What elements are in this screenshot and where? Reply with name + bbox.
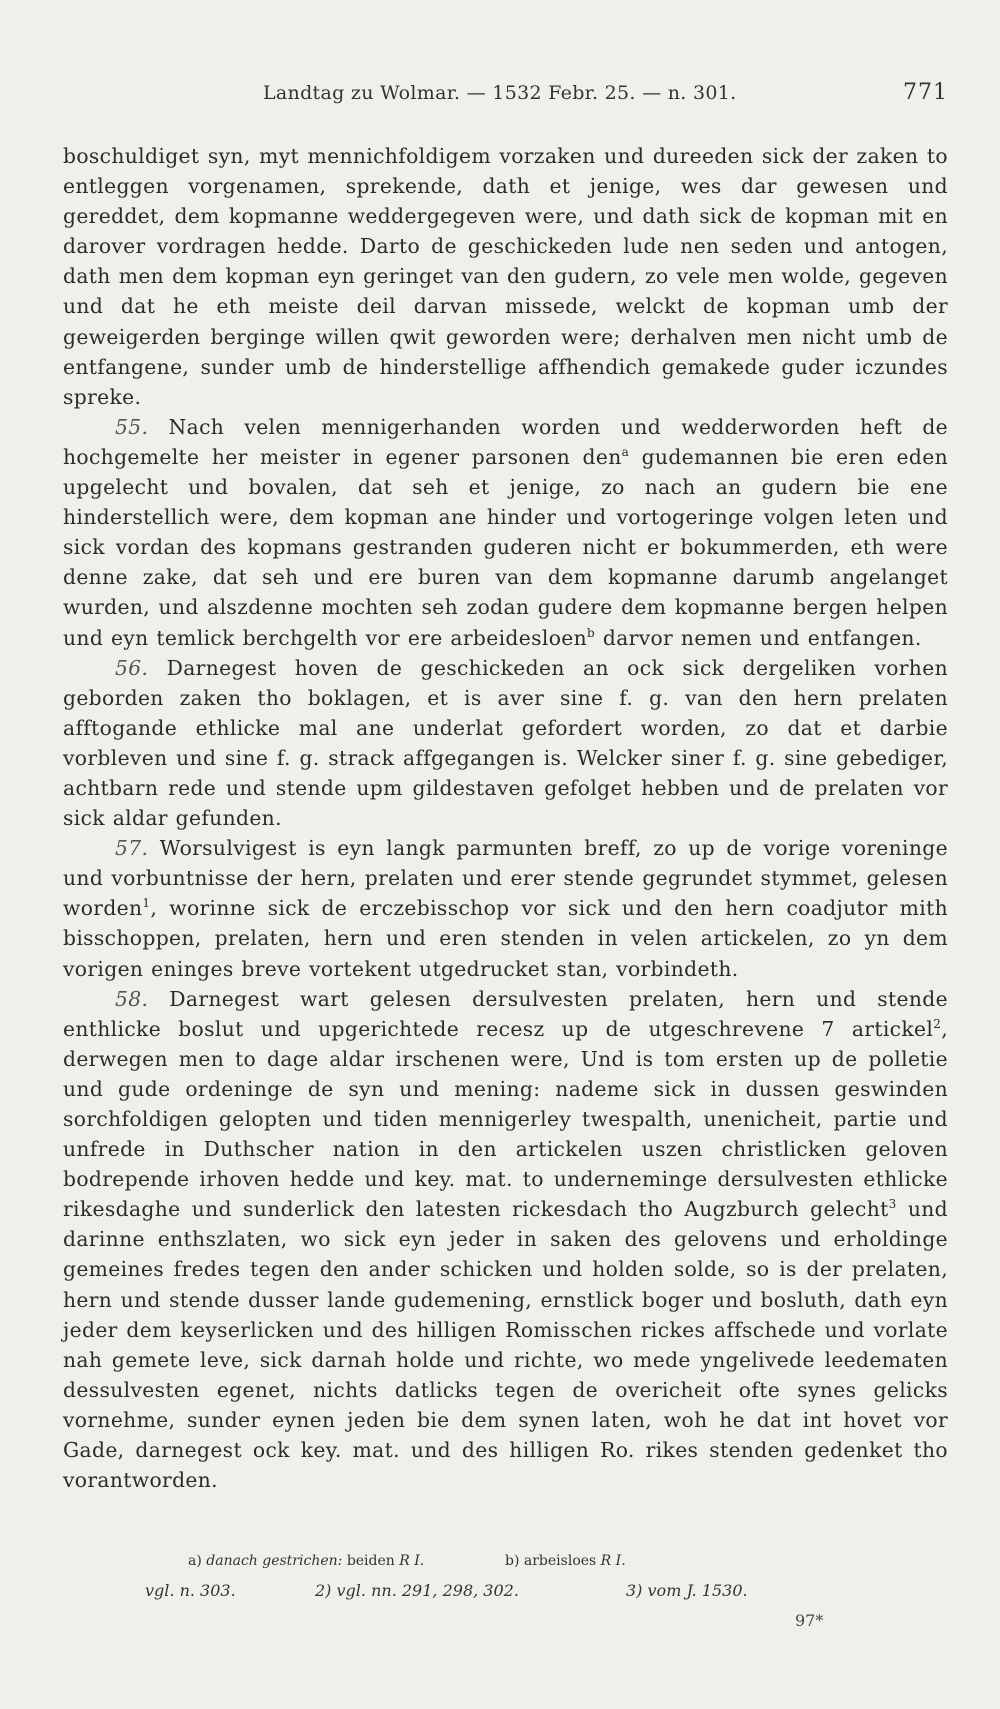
page-header [63,80,948,112]
paragraph-58: 58. Darnegest wart gelesen dersulvesten prelaten, hern und stende enthlicke boslut und upgerichtede recesz up de utgeschrevene 7 artickel$^2$, derwegen men to dage aldar irschenen were, Und is tom ersten up de polletie und gude ordeninge de syn und mening: nademe sick in dussen geswinden sorchfoldigen gelopten und tiden mennigerley twespalth, unenicheit, partie und unfrede in Duthscher nation in den artickelen uszen christlicken geloven bodrepende irhoven hedde und key. mat. to underneminge dersulvesten ethlicke rikesdaghe und sunderlick den latesten rickesdach tho Augzburch gelecht$^3$ und darinne enthszlaten, wo sick eyn jeder in saken des gelovens und erholdinge gemeines fredes tegen den ander schicken und holden solde, so is der prelaten, hern und stende dusser lande gudemening, ernstlick boger und bosluth, dath eyn jeder dem keyserlicken und des hilligen Romisschen rickes affschede und vorlate nah gemete leve, sick darnah holde und richte, wo mede yngelivede leedematen dessulvesten egenet, nichts datlicks tegen de overicheit ofte synes gelicks vornehme, sunder eynen jeden bie dem synen laten, woh he dat int hovet vor Gade, darnegest ock key. mat. und des hilligen Ro. rikes stenden gedenket tho vorantworden. [63,986,948,1493]
footnotes [63,1553,948,1613]
content-notes [63,1581,948,1613]
paragraph-56: 56. Darnegest hoven de geschickeden an ock sick dergeliken vorhen geborden zaken tho boklagen, et is aver sine f. g. van den hern prelaten afftogande ethlicke mal ane underlat gefordert worden, zo dat et darbie vorbleven und sine f. g. strack affgegangen is. Welcker siner f. g. sine gebediger, achtbarn rede und stende upm gildestaven gefolget hebben und de prelaten vor sick aldar gefunden. [63,655,948,831]
footnote-b: b) arbeisloes R I. [505,1553,626,1569]
paragraph-55: 55. Nach velen mennigerhanden worden und wedderworden heft de hochgemelte her meister in egener parsonen den$^a$ gudemannen bie eren eden upgelecht und bovalen, dat seh et jenige, zo nach an gudern bie ene hinderstellich were, dem kopman ane hinder und vortogeringe volgen leten und sick vordan des kopmans gestranden guderen nicht er bokummerden, eth were denne zake, dat seh und ere buren van dem kopmanne darumb angelanget wurden, und alszdenne mochten seh zodan gudere dem kopmanne bergen helpen und eyn temlick berchgelth vor ere arbeidesloen$^b$ darvor nemen und entfangen. [63,414,948,650]
footnote-marker-b: b [587,625,596,640]
footnote-1: vgl. n. 303. [145,1581,236,1600]
paragraph-57: 57. Worsulvigest is eyn langk parmunten breff, zo up de vorige voreninge und vorbuntnisse der hern, prelaten und erer stende gegrundet stymmet, gelesen worden$^1$, worinne sick de erczebisschop vor sick und den hern coadjutor mith bisschoppen, prelaten, hern und eren stenden in velen artickelen, zo yn dem vorigen eninges breve vortekent utgedrucket stan, vorbindeth. [63,836,948,981]
paragraph-continued: boschuldiget syn, myt mennichfoldigem vorzaken und dureeden sick der zaken to entleggen vorgenamen, sprekende, dath et jenige, wes dar gewesen und gereddet, dem kopmanne weddergegeven were, und dath sick de kopman mit en darover vordragen hedde. Darto de geschickeden lude nen seden und antogen, dath men dem kopman eyn geringet van den gudern, zo vele men wolde, gegeven und dat he eth meiste deil darvan missede, welckt de kopman umb der geweigerden berginge willen qwit geworden were; derhalven men nicht umb de entfangene, sunder umb de hinderstellige affhendich gemakede guder iczundes spreke. [63,144,948,409]
paragraph-number: 58. [115,986,149,1011]
paragraph-number: 56. [115,655,149,680]
page-number: 771 [903,80,948,105]
footnote-2: 2) vgl. nn. 291, 298, 302. [315,1581,519,1600]
footnote-marker-1: 1 [142,896,151,911]
running-head: Landtag zu Wolmar. — 1532 Febr. 25. — n. 301. [263,82,737,104]
textual-notes [63,1553,948,1581]
body-text [63,141,948,1495]
footnote-a: a) danach gestrichen: beiden R I. [188,1553,425,1569]
footnote-marker-2: 2 [933,1016,942,1031]
paragraph-number: 55. [115,414,149,439]
footnote-marker-a: a [621,444,630,459]
footnote-marker-3: 3 [888,1197,897,1212]
signature-mark: 97* [795,1611,824,1630]
footnote-3: 3) vom J. 1530. [626,1581,748,1600]
paragraph-number: 57. [115,836,149,861]
